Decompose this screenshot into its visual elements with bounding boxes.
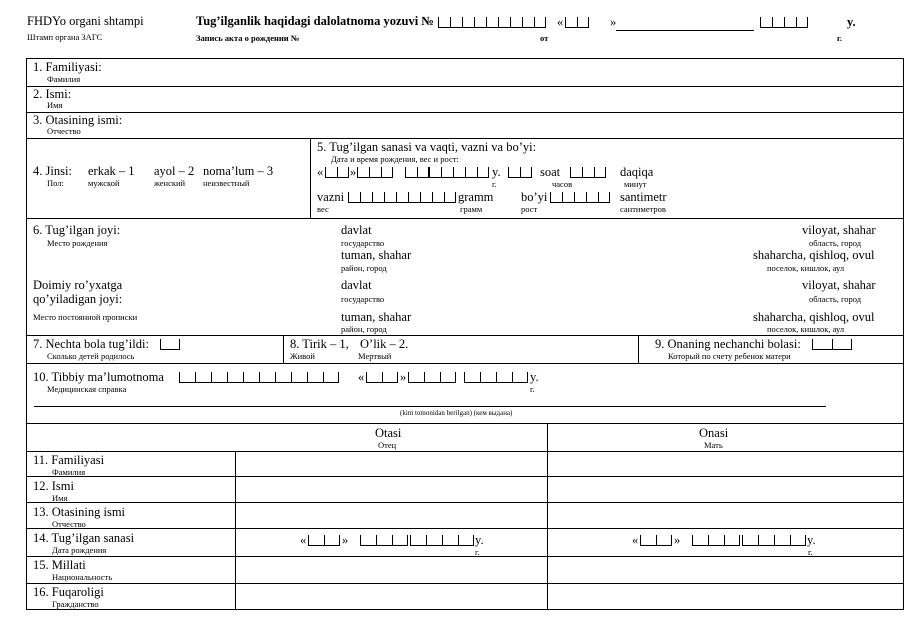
medical-day-boxes[interactable]	[366, 370, 398, 388]
father-day-boxes[interactable]	[308, 533, 340, 551]
issued-by-caption: (kim tomonidan berilgan) (кем выдана)	[400, 409, 513, 417]
parent-nationality-label-ru: Национальность	[52, 572, 113, 582]
residence-label-ru: Место постоянной прописки	[33, 312, 138, 322]
vazni-label-ru: вес	[317, 204, 329, 214]
residence-shaharcha: shaharcha, qishloq, ovul	[753, 310, 875, 324]
gramm-label-ru: грамм	[460, 204, 483, 214]
soat-label-ru: часов	[552, 179, 573, 189]
birth-label: 5. Tug’ilgan sanasi va vaqti, vazni va bo’yi:	[317, 140, 537, 154]
gender-male[interactable]: erkak – 1	[88, 164, 135, 178]
stamp-label: FHDYo organi shtampi	[27, 14, 144, 28]
birthplace-label: 6. Tug’ilgan joyi:	[33, 223, 121, 237]
familiya-label-ru: Фамилия	[47, 74, 81, 84]
birth-date-close: »	[350, 165, 357, 179]
parent-birthdate-label-ru: Дата рождения	[52, 545, 107, 555]
header-year-suffix: y.	[847, 15, 856, 29]
residence-viloyat: viloyat, shahar	[802, 278, 876, 292]
birth-month2-boxes[interactable]	[405, 165, 429, 183]
record-number-boxes[interactable]	[438, 15, 546, 33]
parent-citizenship-label-ru: Гражданство	[52, 599, 99, 609]
birth-tuman: tuman, shahar	[341, 248, 412, 262]
residence-tuman-ru: район, город	[341, 324, 387, 334]
mother-header-ru: Мать	[704, 440, 723, 450]
mother-day-boxes[interactable]	[640, 533, 672, 551]
familiya-label: 1. Familiyasi:	[33, 60, 102, 74]
issued-by-line[interactable]	[34, 406, 826, 407]
birth-order-label: 9. Onaning nechanchi bolasi:	[655, 337, 801, 351]
birth-hour-boxes[interactable]	[508, 165, 532, 183]
birth-year-suffix-ru: г.	[492, 179, 497, 189]
mother-year-suffix: y.	[807, 533, 816, 547]
otasining-label-ru: Отчество	[47, 126, 81, 136]
birth-tuman-ru: район, город	[341, 263, 387, 273]
birth-viloyat: viloyat, shahar	[802, 223, 876, 237]
medical-cert-label-ru: Медицинская справка	[47, 384, 127, 394]
children-count-label: 7. Nechta bola tug’ildi:	[33, 337, 149, 351]
parent-birthdate-label: 14. Tug’ilgan sanasi	[33, 531, 135, 545]
residence-tuman: tuman, shahar	[341, 310, 412, 324]
father-date-open: «	[300, 533, 307, 547]
residence-viloyat-ru: область, город	[809, 294, 862, 304]
vazni-label: vazni	[317, 190, 345, 204]
parent-nationality-label: 15. Millati	[33, 558, 86, 572]
weight-boxes[interactable]	[348, 190, 456, 208]
birth-shaharcha: shaharcha, qishloq, ovul	[753, 248, 875, 262]
header-ot: от	[540, 33, 549, 43]
medical-year-suffix: y.	[530, 370, 539, 384]
residence-davlat-ru: государство	[341, 294, 385, 304]
father-year-boxes[interactable]	[410, 533, 474, 551]
father-year-suffix-ru: г.	[475, 547, 480, 557]
birth-order-boxes[interactable]	[812, 337, 852, 355]
header-date-open: «	[557, 15, 564, 29]
dead-label: O’lik – 2.	[360, 337, 409, 351]
parent-patronymic-label: 13. Otasining ismi	[33, 505, 126, 519]
father-month-boxes[interactable]	[360, 533, 408, 551]
medical-year-suffix-ru: г.	[530, 384, 535, 394]
gramm-label: gramm	[458, 190, 494, 204]
form-title-ru: Запись акта о рождении №	[196, 33, 300, 43]
birth-year-boxes[interactable]	[429, 165, 489, 183]
birth-year-suffix: y.	[492, 165, 501, 179]
residence-label-2: qo’yiladigan joyi:	[33, 292, 123, 306]
mother-month-boxes[interactable]	[692, 533, 740, 551]
parent-name-label-ru: Имя	[52, 493, 68, 503]
soat-label: soat	[540, 165, 561, 179]
medical-month-boxes[interactable]	[408, 370, 456, 388]
birth-label-ru: Дата и время рождения, вес и рост:	[331, 154, 459, 164]
boyi-label-ru: рост	[521, 204, 538, 214]
gender-female-ru: женский	[154, 178, 186, 188]
header-date-close: »	[610, 15, 617, 29]
daqiqa-label-ru: минут	[624, 179, 647, 189]
alive-label: 8. Tirik – 1,	[290, 337, 349, 351]
medical-cert-number-boxes[interactable]	[179, 370, 339, 388]
birth-shaharcha-ru: поселок, кишлок, аул	[767, 263, 845, 273]
birth-day-boxes[interactable]	[325, 165, 349, 183]
parent-citizenship-label: 16. Fuqaroligi	[33, 585, 104, 599]
birth-minute-boxes[interactable]	[570, 165, 606, 183]
birth-month-boxes[interactable]	[357, 165, 393, 183]
gender-unknown[interactable]: noma’lum – 3	[203, 164, 274, 178]
stamp-label-ru: Штамп органа ЗАГС	[27, 32, 103, 42]
gender-female[interactable]: ayol – 2	[154, 164, 195, 178]
jinsi-label-ru: Пол:	[47, 178, 64, 188]
jinsi-label: 4. Jinsi:	[33, 164, 72, 178]
medical-date-close: »	[400, 370, 407, 384]
mother-date-open: «	[632, 533, 639, 547]
children-count-label-ru: Сколько детей родилось	[47, 351, 135, 361]
medical-year-boxes[interactable]	[464, 370, 528, 388]
parent-surname-label-ru: Фамилия	[52, 467, 86, 477]
ism-label-ru: Имя	[47, 100, 63, 110]
daqiqa-label: daqiqa	[620, 165, 654, 179]
birthplace-label-ru: Место рождения	[47, 238, 108, 248]
height-boxes[interactable]	[550, 190, 610, 208]
residence-shaharcha-ru: поселок, кишлок, аул	[767, 324, 845, 334]
header-year-boxes[interactable]	[760, 15, 808, 33]
birth-viloyat-ru: область, город	[809, 238, 862, 248]
mother-year-boxes[interactable]	[742, 533, 806, 551]
dead-label-ru: Мертвый	[358, 351, 392, 361]
birth-date-open: «	[317, 165, 324, 179]
otasining-label: 3. Otasining ismi:	[33, 113, 123, 127]
header-day-boxes[interactable]	[565, 15, 589, 33]
mother-year-suffix-ru: г.	[808, 547, 813, 557]
father-header: Otasi	[375, 426, 402, 440]
residence-davlat: davlat	[341, 278, 372, 292]
alive-label-ru: Живой	[290, 351, 315, 361]
parent-surname-label: 11. Familiyasi	[33, 453, 105, 467]
gender-male-ru: мужской	[88, 178, 120, 188]
ism-label: 2. Ismi:	[33, 87, 72, 101]
header-month-line[interactable]	[616, 30, 754, 31]
boyi-label: bo’yi	[521, 190, 548, 204]
mother-header: Onasi	[699, 426, 729, 440]
santimetr-label-ru: сантиметров	[620, 204, 666, 214]
birth-order-label-ru: Который по счету ребенок матери	[668, 351, 791, 361]
children-count-box[interactable]	[160, 337, 180, 355]
father-date-close: »	[342, 533, 349, 547]
birth-davlat: davlat	[341, 223, 372, 237]
mother-date-close: »	[674, 533, 681, 547]
father-year-suffix: y.	[475, 533, 484, 547]
parent-patronymic-label-ru: Отчество	[52, 519, 86, 529]
birth-davlat-ru: государство	[341, 238, 385, 248]
medical-cert-label: 10. Tibbiy ma’lumotnoma	[33, 370, 164, 384]
parent-name-label: 12. Ismi	[33, 479, 74, 493]
medical-date-open: «	[358, 370, 365, 384]
gender-unknown-ru: неизвестный	[203, 178, 250, 188]
form-title: Tug’ilganlik haqidagi dalolatnoma yozuvi №	[196, 14, 434, 28]
father-header-ru: Отец	[378, 440, 397, 450]
header-g: г.	[837, 33, 843, 43]
santimetr-label: santimetr	[620, 190, 667, 204]
residence-label-1: Doimiy ro’yxatga	[33, 278, 123, 292]
